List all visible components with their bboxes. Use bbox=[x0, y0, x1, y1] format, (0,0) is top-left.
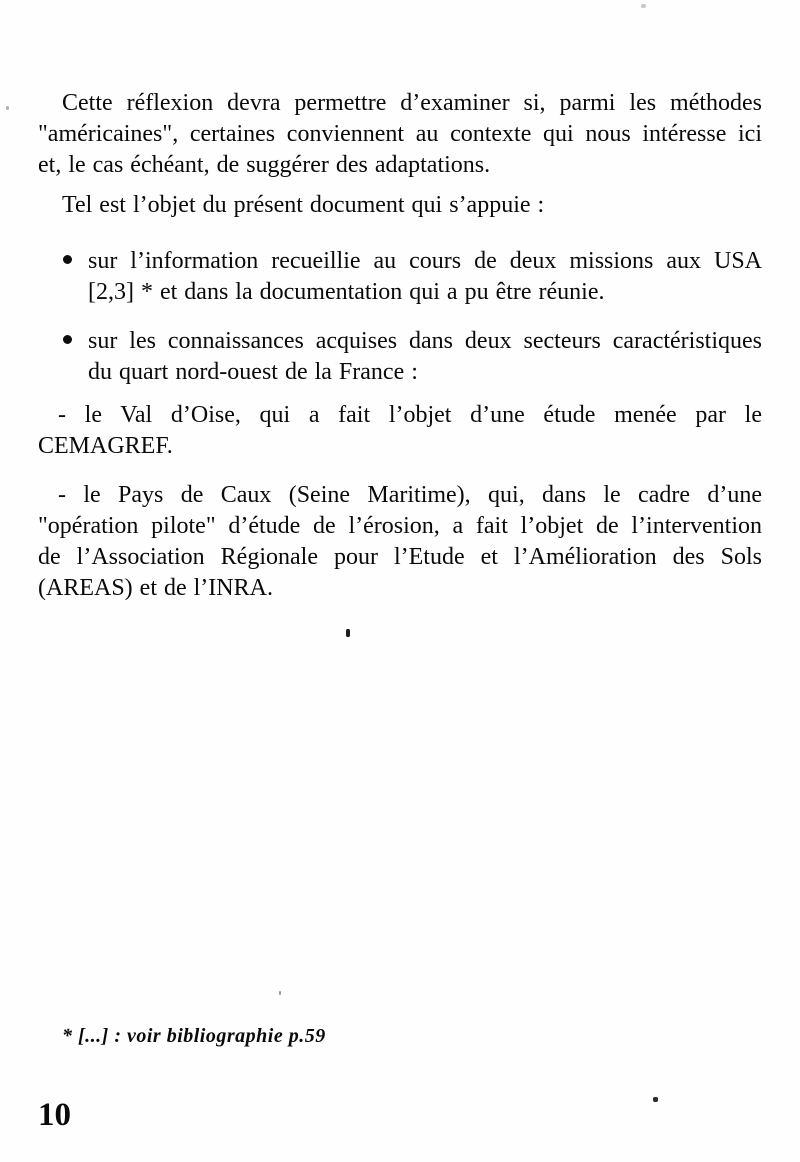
text-line: et, le cas échéant, de suggérer des adaptations. bbox=[38, 152, 491, 178]
scan-speck bbox=[6, 106, 9, 110]
scan-speck bbox=[641, 4, 646, 8]
paragraph-object bbox=[38, 190, 762, 221]
scan-speck bbox=[653, 1097, 658, 1102]
text-line: - le Pays de Caux (Seine Maritime), qui, dans le cadre d’une bbox=[58, 482, 762, 508]
scan-speck bbox=[346, 629, 350, 637]
text-line: (AREAS) et de l’INRA. bbox=[38, 575, 273, 601]
text-line: de l’Association Régionale pour l’Etude et l’Amélioration des Sols bbox=[38, 544, 762, 570]
text-line: Tel est l’objet du présent document qui s’appuie : bbox=[62, 192, 545, 218]
bullet-item-secteurs bbox=[38, 326, 762, 388]
text-line: sur les connaissances acquises dans deux secteurs caractéristiques bbox=[88, 328, 762, 354]
text-line: du quart nord-ouest de la France : bbox=[88, 359, 418, 385]
paragraph-intro bbox=[38, 88, 762, 181]
text-line: Cette réflexion devra permettre d’examiner si, parmi les méthodes bbox=[62, 90, 762, 116]
dash-item-val-doise bbox=[38, 400, 762, 462]
text-line: CEMAGREF. bbox=[38, 433, 173, 459]
text-block bbox=[38, 0, 762, 1162]
footnote-bibliography: * [...] : voir bibliographie p.59 bbox=[62, 1025, 326, 1047]
text-line: "opération pilote" d’étude de l’érosion, a fait l’objet de l’intervention bbox=[38, 513, 762, 539]
page-number: 10 bbox=[38, 1097, 71, 1133]
text-line: sur l’information recueillie au cours de deux missions aux USA bbox=[88, 248, 762, 274]
scan-speck bbox=[279, 991, 281, 995]
bullet-icon bbox=[63, 335, 72, 344]
bullet-icon bbox=[63, 255, 72, 264]
text-line: [2,3] * et dans la documentation qui a pu être réunie. bbox=[88, 279, 605, 305]
bullet-item-missions bbox=[38, 246, 762, 308]
dash-item-pays-de-caux bbox=[38, 480, 762, 604]
text-line: "américaines", certaines conviennent au contexte qui nous intéresse ici bbox=[38, 121, 762, 147]
text-line: - le Val d’Oise, qui a fait l’objet d’une étude menée par le bbox=[58, 402, 762, 428]
